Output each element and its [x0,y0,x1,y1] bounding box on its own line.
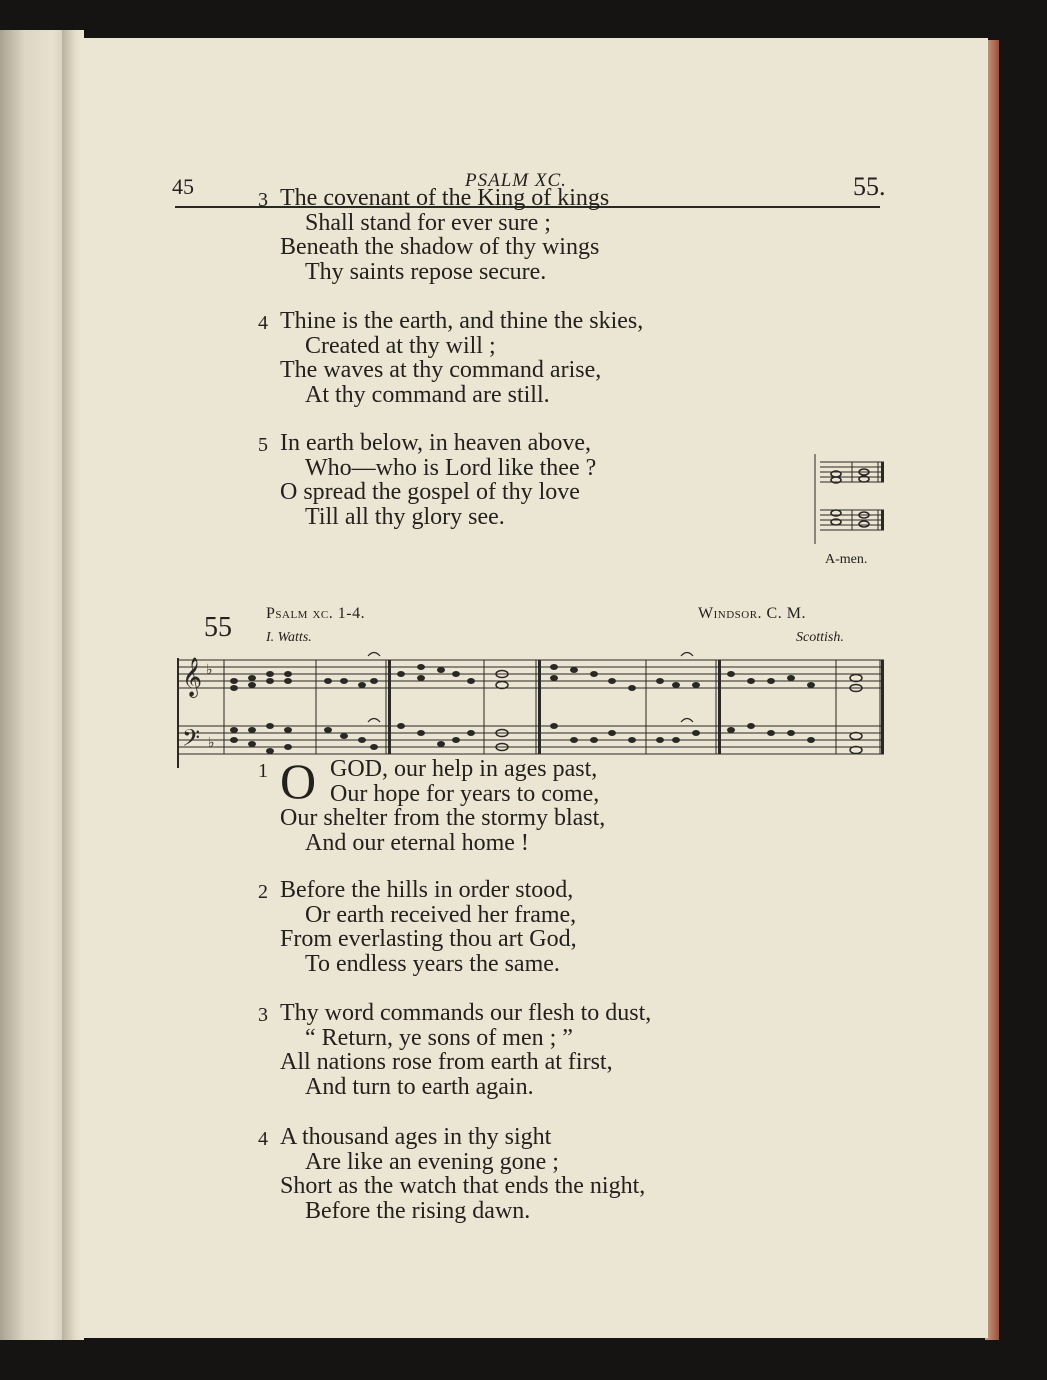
verse-line: Shall stand for ever sure ; [305,209,551,236]
drop-cap: O [280,753,317,809]
running-title: PSALM XC. [465,170,567,191]
previous-page-edge [0,30,70,1340]
verse-line: To endless years the same. [305,950,560,977]
verse-line: At thy command are still. [305,381,550,408]
svg-text:♭: ♭ [208,735,215,751]
hymn-number: 55 [204,612,232,643]
psalm-reference: Psalm xc. 1-4. [266,605,366,622]
verse-line: All nations rose from earth at first, [280,1049,613,1075]
stanza-number: 4 [258,312,268,334]
verse-line: Thine is the earth, and thine the skies, [280,308,644,334]
stanza-54-3 [258,185,610,285]
book-page [80,38,988,1338]
page-number-left: 45 [172,174,194,199]
verse-line: The waves at thy command arise, [280,357,602,383]
verse-line: Before the rising dawn. [305,1197,531,1224]
verse-line: And turn to earth again. [305,1073,534,1100]
verse-line: Are like an evening gone ; [305,1148,559,1175]
stanza-number: 2 [258,881,268,903]
stanza-number: 4 [258,1128,268,1150]
stanza-54-4 [258,308,644,408]
first-line-text: GOD, our help in ages past, [330,756,598,782]
svg-text:♭: ♭ [206,662,213,678]
author: I. Watts. [266,630,312,645]
amen-label: A-men. [825,552,868,567]
stanza-number: 3 [258,1004,268,1026]
verse-line: “ Return, ye sons of men ; ” [305,1024,573,1051]
stanza-55-4 [258,1124,646,1224]
stanza-55-1 [258,753,606,856]
verse-line: And our eternal home ! [305,829,529,856]
verse-line: Short as the watch that ends the night, [280,1173,646,1199]
svg-text:𝄞: 𝄞 [182,657,203,697]
verse-line: From everlasting thou art God, [280,926,577,952]
stanza-number: 3 [258,189,268,211]
verse-line: Before the hills in order stood, [280,877,574,903]
stanza-55-3 [258,1000,652,1100]
verse-line: Thy word commands our flesh to dust, [280,1000,652,1026]
verse-line: Created at thy will ; [305,332,496,359]
verse-line: Our hope for years to come, [330,780,600,807]
verse-line: The covenant of the King of kings [280,185,610,211]
stanza-number: 5 [258,434,268,456]
verse-line: O spread the gospel of thy love [280,479,580,505]
page-number-right: 55. [853,172,886,201]
tune-name: Windsor. C. M. [698,605,806,622]
stanza-54-5 [258,430,597,530]
verse-line: Thy saints repose secure. [305,258,547,285]
verse-line: A thousand ages in thy sight [280,1124,552,1150]
stanza-55-2 [258,877,577,977]
verse-line: Or earth received her frame, [305,901,577,928]
verse-line: Till all thy glory see. [305,503,505,530]
svg-text:𝄢: 𝄢 [182,724,201,757]
amen-music-fragment [814,452,888,546]
stanza-number: 1 [258,760,268,782]
verse-line: Our shelter from the stormy blast, [280,805,606,831]
verse-line: Beneath the shadow of thy wings [280,234,600,260]
tune-origin: Scottish. [796,630,844,645]
verse-line: Who—who is Lord like thee ? [305,454,597,481]
verse-line: In earth below, in heaven above, [280,430,591,456]
